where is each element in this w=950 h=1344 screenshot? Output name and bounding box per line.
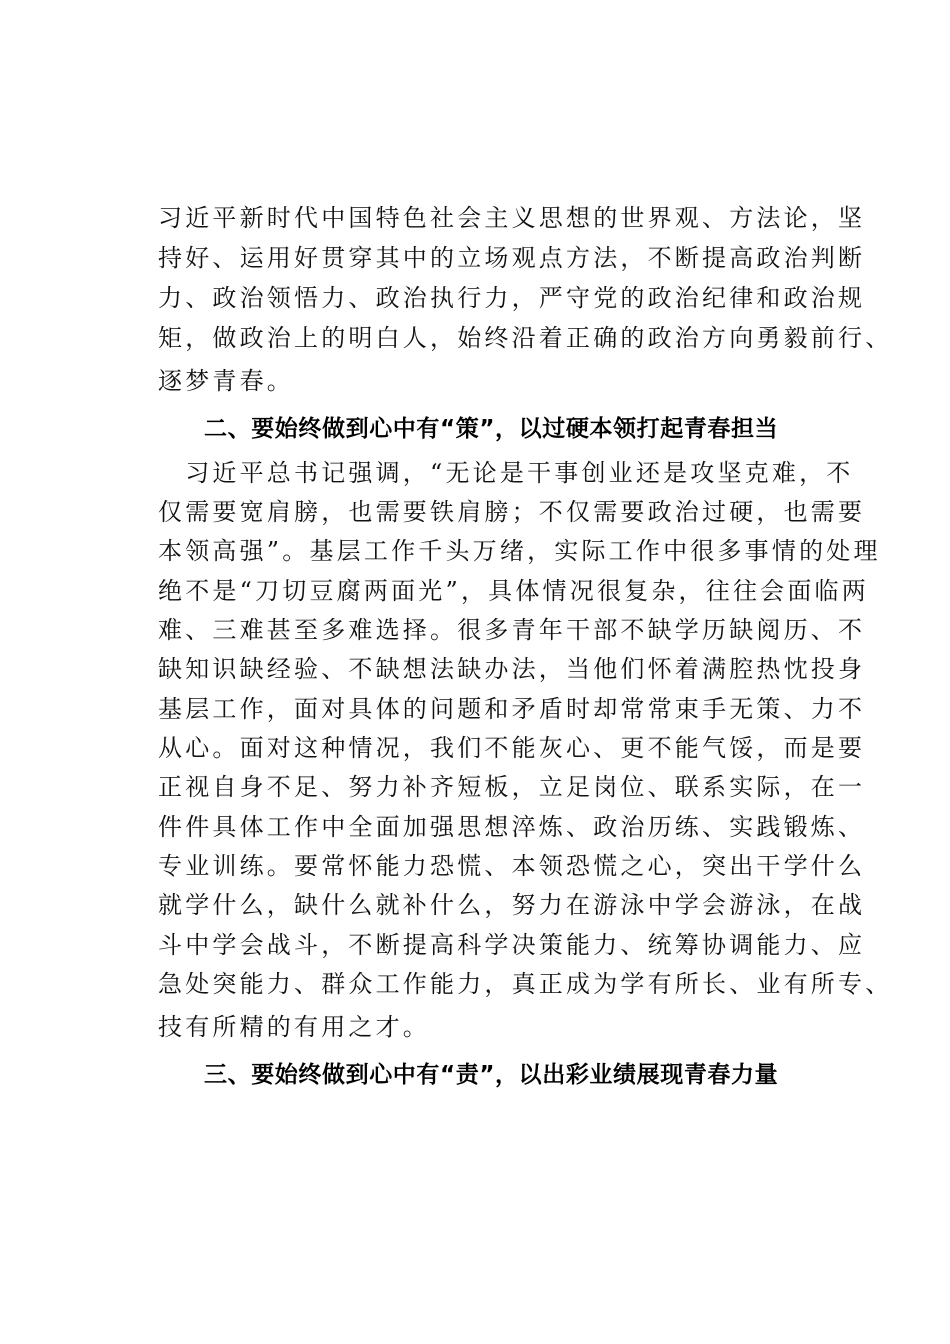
- paragraph-2-line: 习近平总书记强调，“无论是干事创业还是攻坚克难，不: [158, 459, 854, 487]
- paragraph-1-line: 力、政治领悟力、政治执行力，严守党的政治纪律和政治规: [158, 284, 866, 312]
- paragraph-1-line: 持好、运用好贯穿其中的立场观点方法，不断提高政治判断: [158, 244, 866, 272]
- paragraph-2-line: 绝不是“刀切豆腐两面光”，具体情况很复杂，往往会面临两: [158, 577, 869, 605]
- paragraph-2-line: 斗中学会战斗，不断提高科学决策能力、统筹协调能力、应: [158, 931, 866, 959]
- paragraph-1-line: 习近平新时代中国特色社会主义思想的世界观、方法论，坚: [158, 204, 866, 232]
- paragraph-2-line: 专业训练。要常怀能力恐慌、本领恐慌之心，突出干学什么: [158, 852, 866, 880]
- paragraph-2-line: 从心。面对这种情况，我们不能灰心、更不能气馁，而是要: [158, 734, 866, 762]
- paragraph-2-line: 本领高强”。基层工作千头万绪，实际工作中很多事情的处理: [158, 537, 881, 565]
- paragraph-2-line: 缺知识缺经验、不缺想法缺办法，当他们怀着满腔热忱投身: [158, 655, 866, 683]
- paragraph-1-line: 矩，做政治上的明白人，始终沿着正确的政治方向勇毅前行、: [158, 324, 893, 352]
- section-heading-2: 二、要始终做到心中有“策”，以过硬本领打起青春担当: [204, 416, 779, 442]
- paragraph-2-line: 正视自身不足、努力补齐短板，立足岗位、联系实际，在一: [158, 773, 866, 801]
- paragraph-2-line: 难、三难甚至多难选择。很多青年干部不缺学历缺阅历、不: [158, 616, 866, 644]
- paragraph-2-line: 急处突能力、群众工作能力，真正成为学有所长、业有所专、: [158, 970, 893, 998]
- paragraph-2-line: 就学什么，缺什么就补什么，努力在游泳中学会游泳，在战: [158, 891, 866, 919]
- paragraph-2-line: 仅需要宽肩膀，也需要铁肩膀；不仅需要政治过硬，也需要: [158, 498, 866, 526]
- section-heading-3: 三、要始终做到心中有“责”，以出彩业绩展现青春力量: [204, 1062, 779, 1088]
- paragraph-2-line: 基层工作，面对具体的问题和矛盾时却常常束手无策、力不: [158, 695, 866, 723]
- paragraph-2-line: 技有所精的有用之才。: [158, 1013, 430, 1041]
- paragraph-1-line: 逐梦青春。: [158, 367, 294, 395]
- paragraph-2-line: 件件具体工作中全面加强思想淬炼、政治历练、实践锻炼、: [158, 813, 866, 841]
